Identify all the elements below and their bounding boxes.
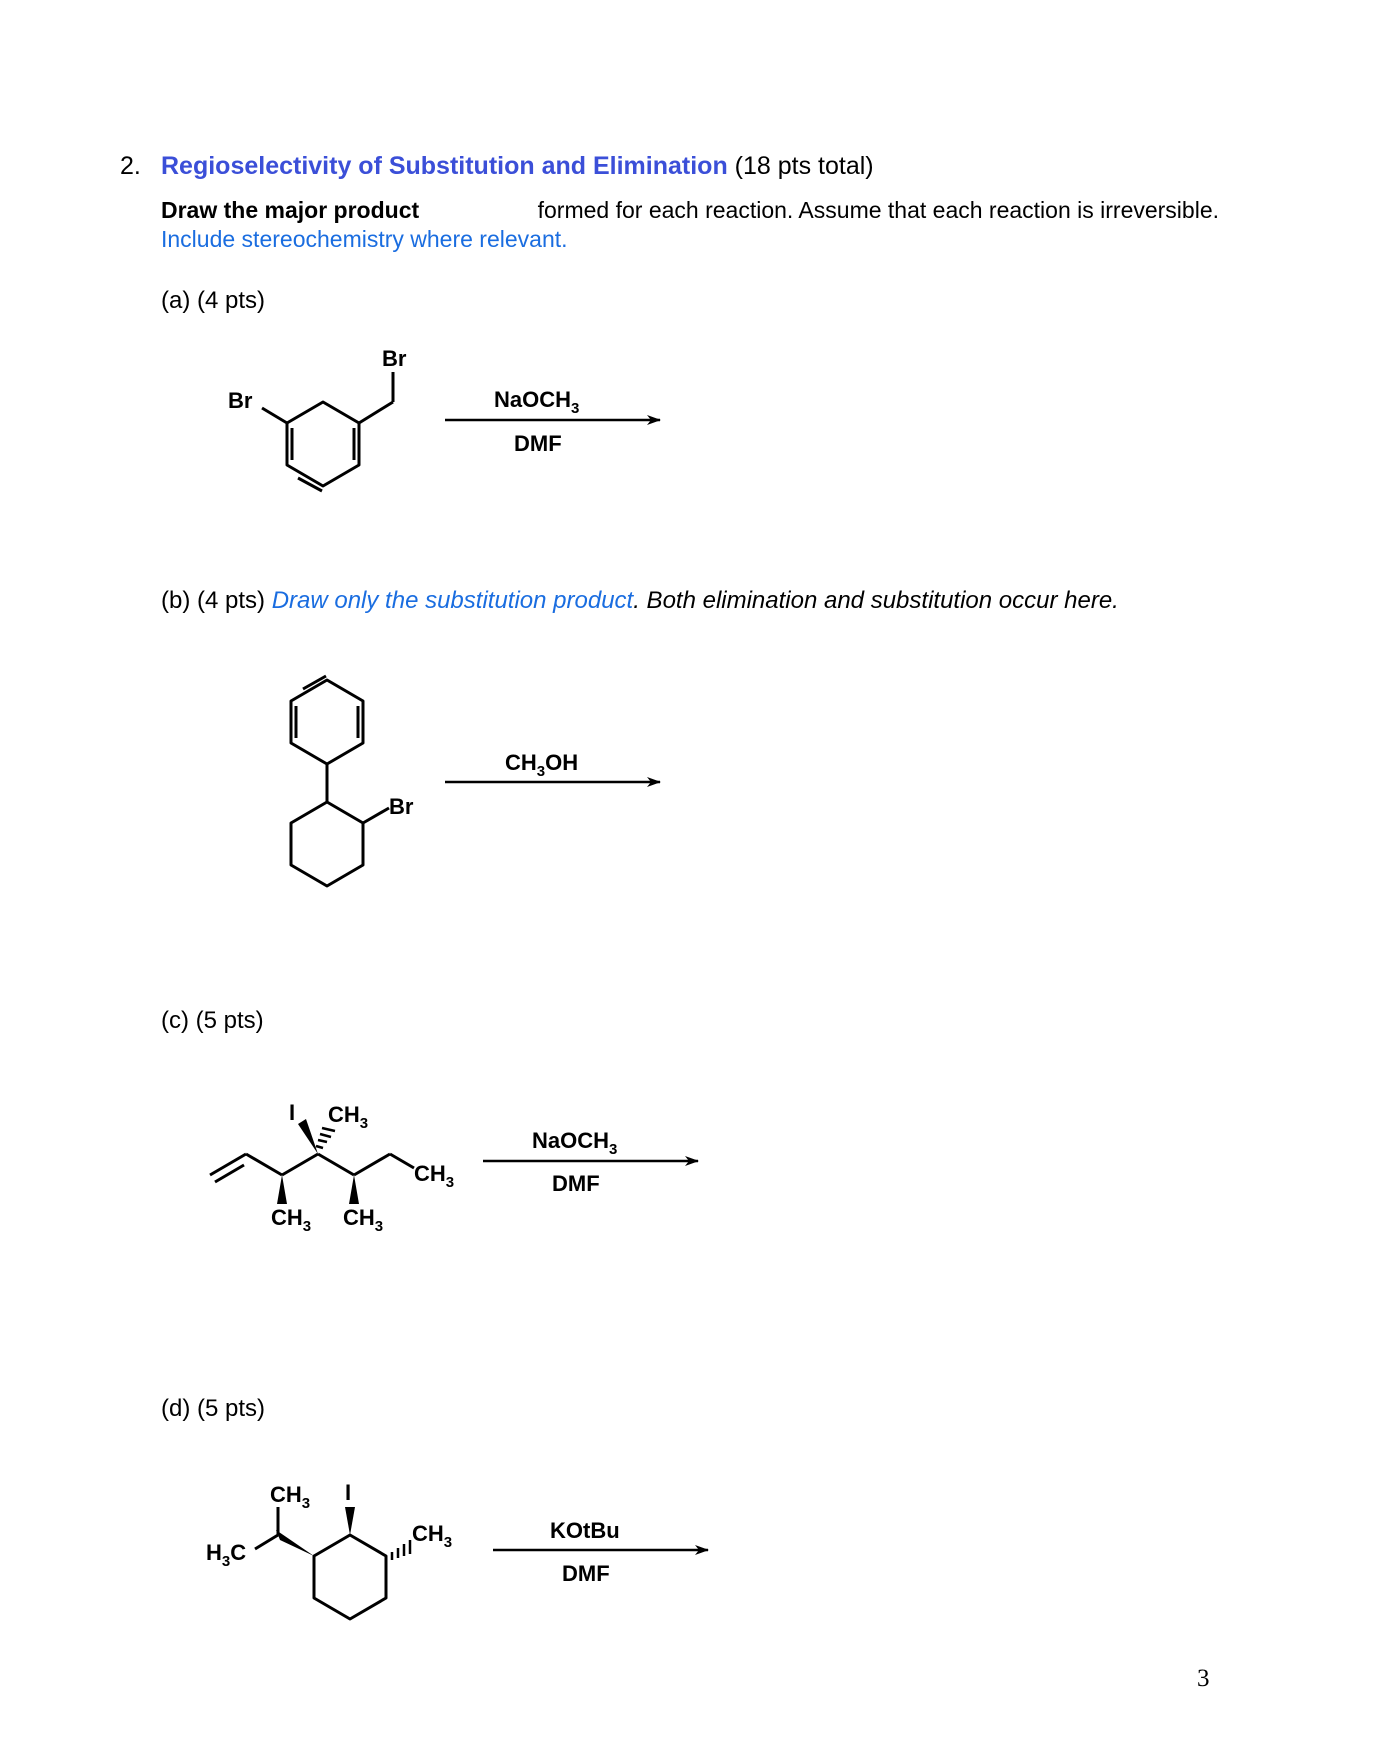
instruction-stereo: Include stereochemistry where relevant. xyxy=(161,226,568,252)
atom-ch3-left-c: $CH_3$ xyxy=(271,1205,312,1235)
molecule-a xyxy=(262,372,393,491)
atom-ch3-right-d: $CH_3$ xyxy=(412,1521,453,1551)
reagent-c-top: NaOCH$_3$ xyxy=(532,1128,618,1158)
molecule-c xyxy=(210,1118,414,1182)
reagent-a-top: NaOCH$_3$ xyxy=(494,387,580,417)
hashed-bond-c xyxy=(316,1128,335,1148)
part-c-label: (c) (5 pts) xyxy=(161,1007,264,1034)
molecule-b xyxy=(291,676,389,886)
hashed-bond-d xyxy=(392,1540,410,1560)
reagent-a-bottom: DMF xyxy=(514,431,562,456)
wedge-bond-i-d xyxy=(345,1507,355,1535)
atom-ch3-top-d: $CH_3$ xyxy=(270,1482,311,1512)
question-points: (18 pts total) xyxy=(734,152,874,180)
atom-h3c-d: $H_3C$ xyxy=(206,1540,247,1570)
atom-ch3-right-c: $CH_3$ xyxy=(343,1205,384,1235)
atom-br-ring: Br xyxy=(228,388,253,413)
instruction-bold: Draw the major product xyxy=(161,197,420,223)
part-b-note-blue: Draw only the substitution product xyxy=(271,587,634,614)
atom-i-c: I xyxy=(289,1100,296,1125)
reagent-d-top: KOtBu xyxy=(550,1518,620,1543)
part-b-points: (b) (4 pts) xyxy=(161,587,266,614)
molecule-d xyxy=(255,1507,386,1619)
atom-br-ch2: Br xyxy=(382,346,407,371)
atom-br-b: Br xyxy=(389,794,414,819)
part-d-label: (d) (5 pts) xyxy=(161,1395,266,1422)
wedge-bond-isopropyl-d xyxy=(276,1530,314,1556)
page-number: 3 xyxy=(1197,1665,1210,1692)
reagent-c-bottom: DMF xyxy=(552,1171,600,1196)
atom-i-d: I xyxy=(345,1480,352,1505)
wedge-bond-ch3-1-c xyxy=(277,1175,287,1204)
wedge-bond-ch3-2-c xyxy=(349,1175,359,1204)
reagent-d-bottom: DMF xyxy=(562,1561,610,1586)
part-a-label: (a) (4 pts) xyxy=(161,287,266,314)
wedge-bond-i-c xyxy=(298,1119,318,1154)
reagent-b-top: $CH_3OH$ xyxy=(505,750,579,780)
question-number: 2. xyxy=(120,152,141,180)
instruction-rest: formed for each reaction. Assume that each reaction is irreversible. xyxy=(537,197,1219,223)
part-b-note: . Both elimination and substitution occur here. xyxy=(633,587,1119,614)
atom-ch3-top-c: $CH_3$ xyxy=(328,1102,369,1132)
atom-ch3-end-c: $CH_3$ xyxy=(414,1161,455,1191)
question-title: Regioselectivity of Substitution and Elimination xyxy=(161,152,728,180)
